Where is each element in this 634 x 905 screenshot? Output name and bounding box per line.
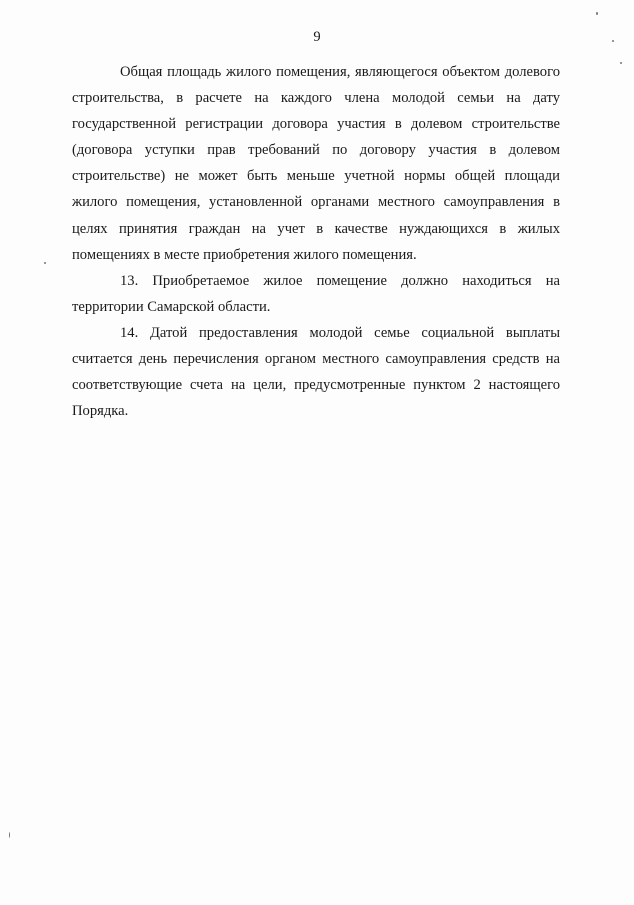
paragraph-total-area: Общая площадь жилого помещения, являющегося объектом долевого строительства, в расчете на каждого члена молодой семьи на дату государственной регистрации договора участия в долевом строительстве (договора уступки прав требований по договору участия в долевом строительстве) не может быть меньше учетной нормы общей площади жилого помещения, установленной органами местного самоуправления в целях принятия граждан на учет в качестве нуждающихся в жилых помещениях в месте приобретения жилого помещения. [72,64,560,263]
scan-speck [596,12,598,15]
scan-speck [9,832,10,838]
document-body [72,59,560,424]
scan-speck [620,62,622,64]
paragraph-item-13: 13. Приобретаемое жилое помещение должно находиться на территории Самарской области. [72,272,560,315]
scan-speck [44,262,46,264]
scan-speck [612,40,614,42]
paragraph-item-14: 14. Датой предоставления молодой семье социальной выплаты считается день перечисления органом местного самоуправления средств на соответствующие счета на цели, предусмотренные пунктом 2 настоящего Порядка. [72,324,560,420]
page-number: 9 [313,29,321,45]
